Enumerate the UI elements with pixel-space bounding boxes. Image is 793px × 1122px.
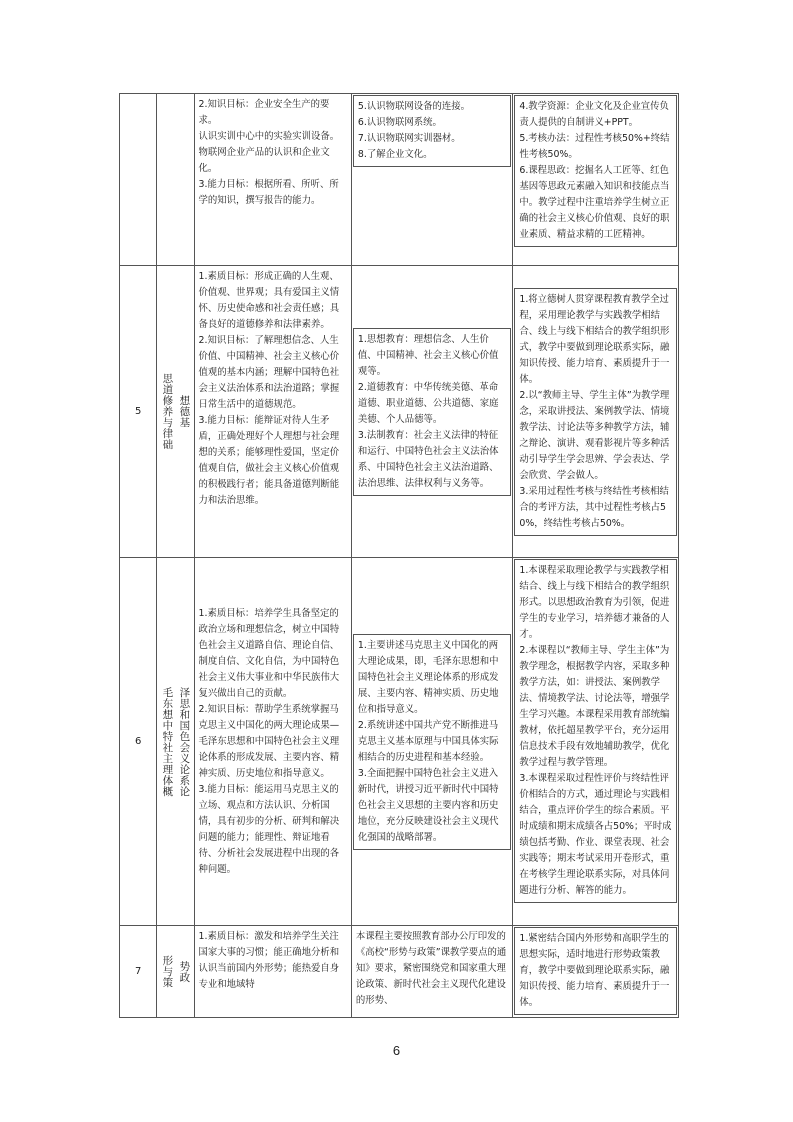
content-text [353,634,511,850]
paragraph: 4.教学资源：企业文化及企业宣传负责人提供的自制讲义+PPT。 [519,101,669,128]
paragraph: 1.素质目标：培养学生具备坚定的政治立场和理想信念，树立中国特色社会主义道路自信、理论自信、制度自信、文化自信，为中国特色社会主义伟大事业和中华民族伟大复兴做出自己的贡献。 [198,607,340,699]
requirements-cell [513,926,679,1018]
course-name-col-right: 想德基 [178,395,191,428]
objectives-text [195,266,351,512]
paragraph: 1.主要讲述马克思主义中国化的两大理论成果，即，毛泽东思想和中国特色社会主义理论体系的形成发展、主要内容、精神实质、历史地位和指导意义。 [357,639,499,715]
objectives-text [195,603,351,881]
course-table [119,93,679,1018]
page-number: 6 [392,1043,401,1058]
content-cell [351,926,512,1018]
course-name-col-right: 泽思和国色会义论系论 [178,686,191,797]
content-cell [351,558,512,926]
row-number: 5 [120,266,157,558]
table-row [120,94,679,266]
course-name [157,266,194,558]
paragraph: 2.系统讲述中国共产党不断推进马克思主义基本原理与中国具体实际相结合的历史进程和基本经验。 [357,719,499,763]
paragraph: 3.能力目标：能辩证对待人生矛盾，正确处理好个人理想与社会理想的关系；能够理性爱国，坚定价值观自信，做社会主义核心价值观的积极践行者；能具备道德判断能力和法治思维。 [198,415,340,506]
paragraph: 1.紧密结合国内外形势和高职学生的思想实际，适时地进行形势政策教育，教学中要做到理论联系实际，融知识传授、能力培育、素质提升于一体。 [519,933,670,1008]
paragraph: 5.考核办法：过程性考核50%+终结性考核50%。 [519,133,670,160]
paragraph: 认识实训中心中的实验实训设备。 [198,131,340,142]
requirements-cell [513,558,679,926]
paragraph: 6.认识物联网系统。 [357,117,442,128]
objectives-cell [194,266,351,558]
content-text [352,926,512,1012]
paragraph: 1.素质目标：激发和培养学生关注国家大事的习惯；能正确地分析和认识当前国内外形势；能热爱自身专业和地域特 [198,931,340,990]
requirements-text [514,927,677,1015]
table-row [120,926,679,1018]
paragraph: 2.知识目标：企业安全生产的要求。 [198,99,330,126]
requirements-text [514,559,677,903]
paragraph: 7.认识物联网实训器材。 [357,133,461,144]
table-row [120,558,679,926]
course-name-col-left: 形与策 [161,955,174,988]
objectives-text [195,926,351,996]
paragraph: 8.了解企业文化。 [357,149,433,160]
objectives-cell [194,94,351,266]
paragraph: 1.思想教育：理想信念、人生价值、中国精神、社会主义核心价值观等。 [357,333,499,377]
table-row [120,266,679,558]
paragraph: 3.全面把握中国特色社会主义进入新时代，讲授习近平新时代中国特色社会主义思想的主要内容和历史地位，充分反映建设社会主义现代化强国的战略部署。 [357,767,499,843]
paragraph: 2.知识目标：帮助学生系统掌握马克思主义中国化的两大理论成果—毛泽东思想和中国特色社会主义理论体系的形成发展、主要内容、精神实质、历史地位和指导意义。 [198,703,340,779]
course-name-col-left: 思道修养与律础 [161,373,174,450]
paragraph: 3.本课程采取过程性评价与终结性评价相结合的方式，通过理论与实践相结合，重点评价学生的综合素质。平时成绩和期末成绩各占50%；平时成绩包括考勤、作业、课堂表现、社会实践等；期末考试采用开卷形式，重在考核学生理论联系实际，对具体问题进行分析、解答的能力。 [519,773,672,896]
objectives-cell [194,926,351,1018]
row-number: 6 [120,558,157,926]
paragraph: 1.素质目标：形成正确的人生观、价值观、世界观；具有爱国主义情怀、历史使命感和社会责任感；具备良好的道德修养和法律素养。 [198,271,340,330]
paragraph: 2.本课程以“教师主导、学生主体”为教学理念，根据教学内容，采取多种教学方法，如：讲授法、案例教学法、情境教学法、讨论法等，增强学生学习兴趣。本课程采用教育部统编教材，依托超星教学平台，充分运用信息技术手段有效地辅助教学，优化教学过程与教学管理。 [519,645,670,768]
objectives-text [195,94,351,212]
paragraph: 1.将立德树人贯穿课程教育教学全过程，采用理论教学与实践教学相结合、线上与线下相结合的教学组织形式，教学中要做到理论联系实际，融知识传授、能力培育、素质提升于一体。 [519,293,670,385]
objectives-cell [194,558,351,926]
requirements-text [514,95,677,247]
paragraph: 3.能力目标：根据所看、所听、所学的知识，撰写报告的能力。 [198,179,339,206]
paragraph: 1.本课程采取理论教学与实践教学相结合、线上与线下相结合的教学组织形式。以思想政治教育为引领，促进学生的专业学习，培养德才兼备的人才。 [519,565,670,640]
paragraph: 物联网企业产品的认识和企业文化。 [198,147,330,174]
paragraph: 3.法制教育：社会主义法律的特征和运行、中国特色社会主义法治体系、中国特色社会主义法治道路、法治思维、法律权利与义务等。 [357,429,499,489]
paragraph: 2.以“教师主导、学生主体”为教学理念，采取讲授法、案例教学法、情境教学法、讨论法等多种教学方法，辅之辩论、演讲、观看影视片等多种活动引导学生学会思辨、学会表达、学会欣赏、学会做人。 [519,389,670,481]
paragraph: 6.课程思政：挖掘名人工匠等、红色基因等思政元素融入知识和技能点当中。教学过程中注重培养学生树立正确的社会主义核心价值观、良好的职业素质、精益求精的工匠精神。 [519,165,670,240]
paragraph: 2.知识目标：了解理想信念、人生价值、中国精神、社会主义核心价值观的基本内涵；理解中国特色社会主义法治体系和法治道路；掌握日常生活中的道德规范。 [198,335,340,410]
row-number [120,94,157,266]
paragraph: 5.认识物联网设备的连接。 [357,101,470,112]
course-name-col-right: 势政 [178,960,191,983]
paragraph: 2.道德教育：中华传统美德、革命道德、职业道德、公共道德、家庭美德、个人品德等。 [357,381,499,425]
content-cell [351,266,512,558]
paragraph: 3.能力目标：能运用马克思主义的立场、观点和方法认识、分析国情，具有初步的分析、研判和解决问题的能力；能理性、辩证地看待、分析社会发展进程中出现的各种问题。 [198,783,340,875]
content-text [353,328,511,496]
requirements-cell [513,94,679,266]
paragraph: 本课程主要按照教育部办公厅印发的《高校“形势与政策”课教学要点的通知》要求，紧密围绕党和国家重大理论政策、新时代社会主义现代化建设的形势、 [355,931,507,1006]
row-number: 7 [120,926,157,1018]
requirements-text [514,288,677,536]
requirements-cell [513,266,679,558]
course-name [157,558,194,926]
content-text [353,95,511,167]
course-name-col-left: 毛东想中特社主理体概 [161,686,174,797]
course-name [157,94,194,266]
paragraph: 3.采用过程性考核与终结性考核相结合的考评方法，其中过程性考核占50%，终结性考核占50%。 [519,485,669,529]
content-cell [351,94,512,266]
course-name [157,926,194,1018]
